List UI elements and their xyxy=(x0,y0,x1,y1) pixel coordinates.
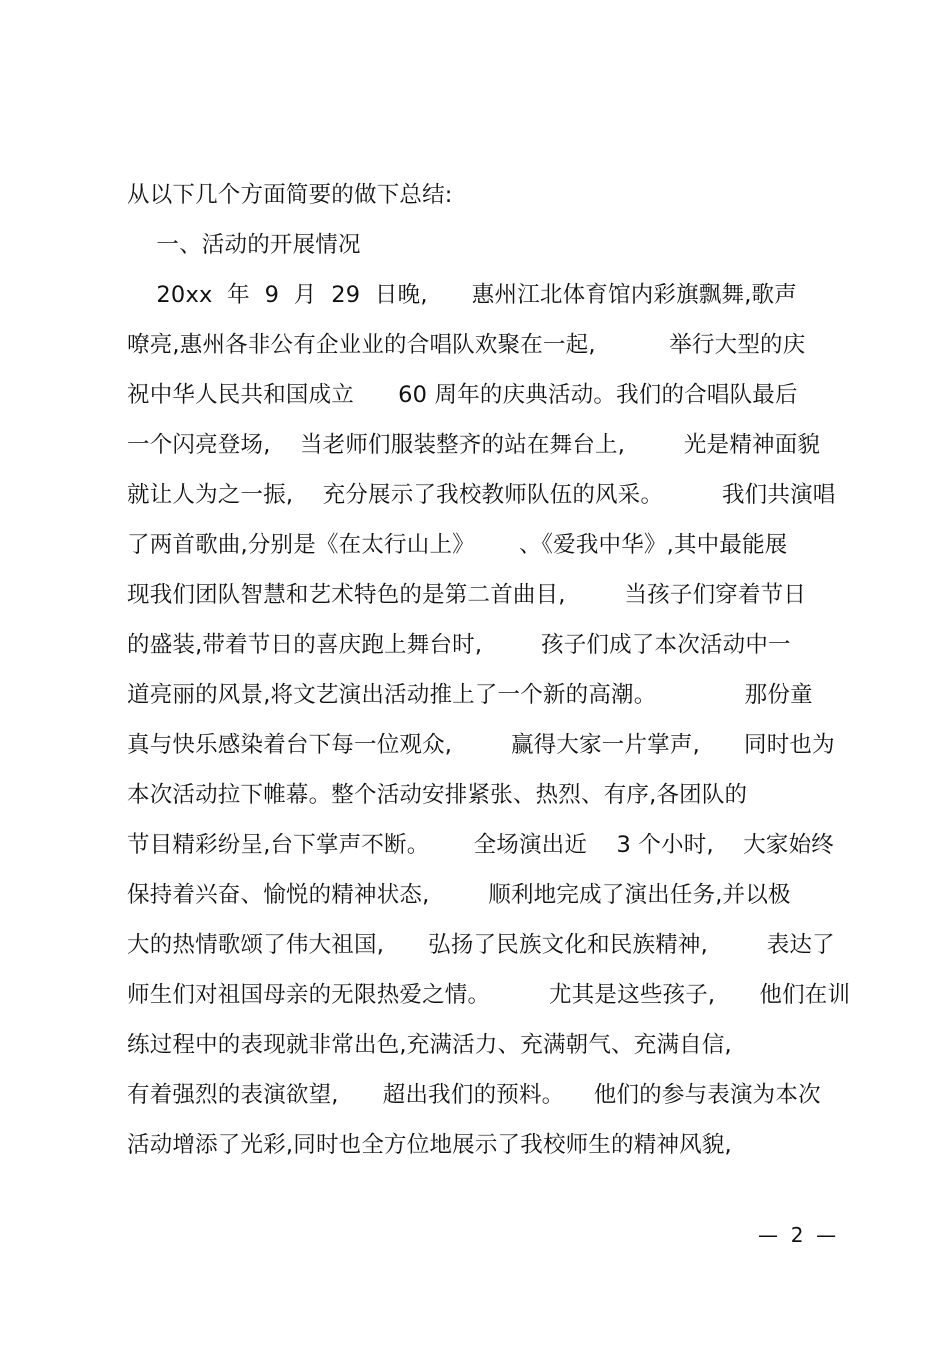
text-line: 保持着兴奋、愉悦的精神状态, 顺利地完成了演出任务,并以极 xyxy=(127,882,791,908)
text-line: 真与快乐感染着台下每一位观众, 赢得大家一片掌声, 同时也为 xyxy=(127,732,835,758)
text-line: 祝中华人民共和国成立 60 周年的庆典活动。我们的合唱队最后 xyxy=(127,382,798,408)
text-line: 的盛装,带着节日的喜庆跑上舞台时, 孩子们成了本次活动中一 xyxy=(127,632,791,658)
text-line: 本次活动拉下帷幕。整个活动安排紧张、热烈、有序,各团队的 xyxy=(127,782,748,808)
text-line: 节目精彩纷呈,台下掌声不断。 全场演出近 3 个小时, 大家始终 xyxy=(127,832,835,858)
text-line: 现我们团队智慧和艺术特色的是第二首曲目, 当孩子们穿着节日 xyxy=(127,582,807,608)
text-line: 一个闪亮登场, 当老师们服装整齐的站在舞台上, 光是精神面貌 xyxy=(127,432,821,458)
text-line: 就让人为之一振, 充分展示了我校教师队伍的风采。 我们共演唱 xyxy=(127,482,836,508)
text-line: 活动增添了光彩,同时也全方位地展示了我校师生的精神风貌, xyxy=(127,1132,732,1158)
text-line: 道亮丽的风景,将文艺演出活动推上了一个新的高潮。 那份童 xyxy=(127,682,813,708)
text-line: 师生们对祖国母亲的无限热爱之情。 尤其是这些孩子, 他们在训 xyxy=(127,982,851,1008)
text-line: 了两首歌曲,分别是《在太行山上》 、《爱我中华》,其中最能展 xyxy=(127,532,788,558)
section-heading: 一、活动的开展情况 xyxy=(127,232,361,258)
page-number: — 2 — xyxy=(758,1223,837,1247)
text-line: 有着强烈的表演欲望, 超出我们的预料。 他们的参与表演为本次 xyxy=(127,1082,821,1108)
text-line: 嘹亮,惠州各非公有企业业的合唱队欢聚在一起, 举行大型的庆 xyxy=(127,332,806,358)
text-line: 20xx 年 9 月 29 日晚, 惠州江北体育馆内彩旗飘舞,歌声 xyxy=(127,282,797,308)
text-line: 大的热情歌颂了伟大祖国, 弘扬了民族文化和民族精神, 表达了 xyxy=(127,932,835,958)
text-line: 从以下几个方面简要的做下总结: xyxy=(127,182,453,208)
text-line: 练过程中的表现就非常出色,充满活力、充满朝气、充满自信, xyxy=(127,1032,732,1058)
